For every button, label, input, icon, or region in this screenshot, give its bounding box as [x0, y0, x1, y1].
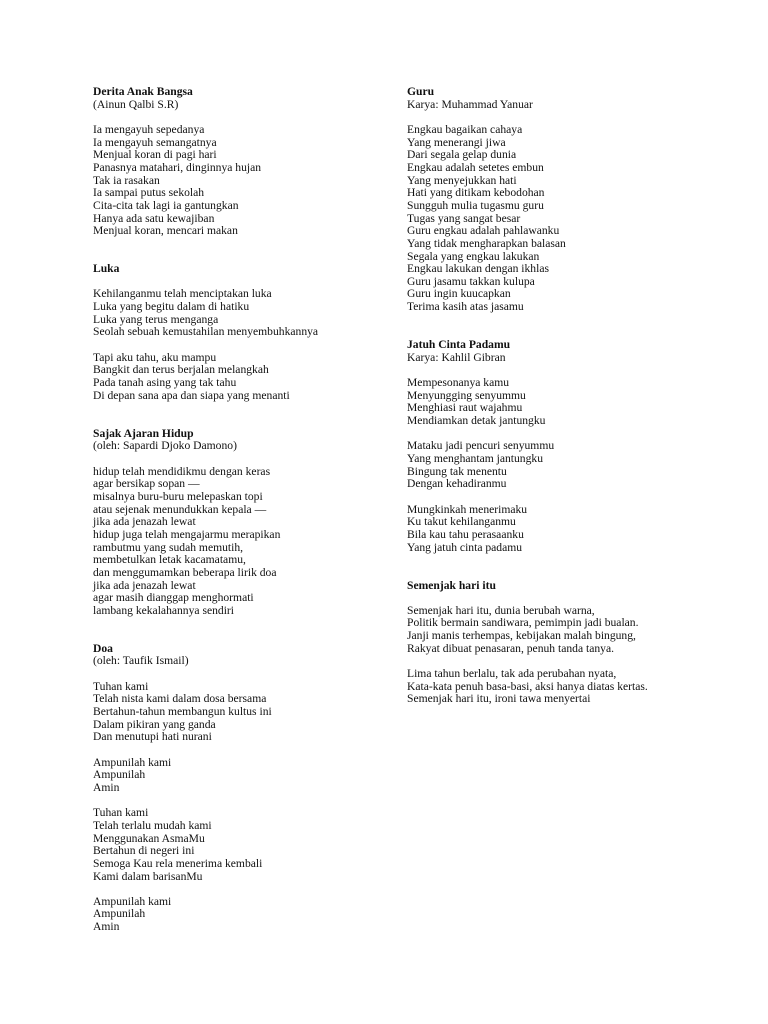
- poem-line: Terima kasih atas jasamu: [407, 300, 524, 314]
- poem-title: Semenjak hari itu: [407, 578, 496, 592]
- poem-line: Segala yang engkau lakukan: [407, 249, 540, 263]
- poem-line: Cita-cita tak lagi ia gantungkan: [93, 198, 239, 212]
- poem-line: Ampunilah: [93, 907, 146, 921]
- poem-line: hidup juga telah mengajarmu merapikan: [93, 527, 281, 541]
- stanza: [407, 124, 707, 314]
- poem-line: Tapi aku tahu, aku mampu: [93, 350, 217, 364]
- poem-line: Rakyat dibuat penasaran, penuh tanda tanya.: [407, 641, 615, 655]
- stanza: [93, 681, 383, 744]
- poem-line: Menjual koran, mencari makan: [93, 224, 238, 238]
- poem-line: Menghiasi raut wajahmu: [407, 401, 523, 415]
- poem-author: (oleh: Sapardi Djoko Damono): [93, 439, 237, 453]
- poem-line: Di depan sana apa dan siapa yang menanti: [93, 388, 290, 402]
- poem-line: Lima tahun berlalu, tak ada perubahan nyata,: [407, 667, 617, 681]
- stanza: [93, 124, 383, 238]
- stanza: [407, 668, 707, 706]
- poem-line: Yang menghantam jantungku: [407, 451, 543, 465]
- poem-line: Amin: [93, 920, 120, 934]
- poem-line: Guru jasamu takkan kulupa: [407, 274, 535, 288]
- poem-line: misalnya buru-buru melepaskan topi: [93, 489, 263, 503]
- stanza: [93, 807, 383, 883]
- stanza: [93, 288, 383, 339]
- poem-title: Guru: [407, 85, 435, 98]
- right-column: [407, 86, 707, 706]
- poem-line: Ia mengayuh sepedanya: [93, 122, 205, 136]
- poem-line: Semenjak hari itu, ironi tawa menyertai: [407, 692, 591, 706]
- poem-author: (oleh: Taufik Ismail): [93, 654, 189, 668]
- poem-line: Engkau bagaikan cahaya: [407, 122, 523, 136]
- poem-line: Menjual koran di pagi hari: [93, 148, 217, 162]
- poem-line: Bila kau tahu perasaanku: [407, 527, 524, 541]
- poem-line: Tuhan kami: [93, 679, 149, 693]
- stanza: [407, 504, 707, 555]
- poem-title: Doa: [93, 641, 113, 655]
- poem-line: Hati yang ditikam kebodohan: [407, 186, 545, 200]
- poem-line: Yang tidak mengharapkan balasan: [407, 236, 566, 250]
- poem-line: Yang menyejukkan hati: [407, 173, 517, 187]
- poem-line: Pada tanah asing yang tak tahu: [93, 376, 237, 390]
- stanza: [93, 466, 383, 618]
- poem-line: rambutmu yang sudah memutih,: [93, 540, 244, 554]
- poem-line: Luka yang terus menganga: [93, 312, 219, 326]
- poem-line: Panasnya matahari, dinginnya hujan: [93, 160, 262, 174]
- poem-line: Yang jatuh cinta padamu: [407, 540, 523, 554]
- poem-line: Dari segala gelap dunia: [407, 148, 517, 162]
- poem-semenjak-hari-itu: [407, 580, 707, 707]
- poem-line: Seolah sebuah kemustahilan menyembuhkannya: [93, 325, 319, 339]
- poem-line: Kami dalam barisanMu: [93, 869, 203, 883]
- poem-author: Karya: Kahlil Gibran: [407, 350, 506, 364]
- poem-line: Bangkit dan terus berjalan melangkah: [93, 363, 269, 377]
- poem-line: Mempesonanya kamu: [407, 376, 510, 390]
- poem-line: atau sejenak menundukkan kepala —: [93, 502, 267, 516]
- poem-author: (Ainun Qalbi S.R): [93, 97, 179, 111]
- poem-line: Guru engkau adalah pahlawanku: [407, 224, 560, 238]
- poem-line: Telah terlalu mudah kami: [93, 818, 212, 832]
- poem-line: Dengan kehadiranmu: [407, 477, 507, 491]
- poem-line: Luka yang begitu dalam di hatiku: [93, 300, 250, 314]
- poem-line: Amin: [93, 780, 120, 794]
- poem-line: Tugas yang sangat besar: [407, 211, 521, 225]
- poem-line: hidup telah mendidikmu dengan keras: [93, 464, 271, 478]
- poem-line: Kata-kata penuh basa-basi, aksi hanya diatas kertas.: [407, 679, 648, 693]
- poem-line: Tak ia rasakan: [93, 173, 160, 187]
- poem-line: Engkau adalah setetes embun: [407, 160, 544, 174]
- stanza: [93, 352, 383, 403]
- poem-line: Semenjak hari itu, dunia berubah warna,: [407, 603, 595, 617]
- poem-line: Menyungging senyummu: [407, 388, 526, 402]
- poem-line: lambang kekalahannya sendiri: [93, 603, 235, 617]
- poem-author: Karya: Muhammad Yanuar: [407, 97, 533, 111]
- poem-guru: [407, 86, 707, 339]
- poem-line: Engkau lakukan dengan ikhlas: [407, 262, 549, 276]
- stanza: [407, 377, 707, 428]
- poem-line: Semoga Kau rela menerima kembali: [93, 856, 263, 870]
- poem-line: jika ada jenazah lewat: [93, 578, 196, 592]
- poem-line: Bertahun di negeri ini: [93, 844, 195, 858]
- poem-line: Bertahun-tahun membangun kultus ini: [93, 705, 272, 719]
- poem-line: agar masih dianggap menghormati: [93, 591, 254, 605]
- poem-title: Derita Anak Bangsa: [93, 85, 193, 98]
- stanza: [93, 757, 383, 795]
- poem-line: dan menggumamkan beberapa lirik doa: [93, 565, 277, 579]
- poem-line: Tuhan kami: [93, 806, 149, 820]
- poem-luka: [93, 263, 383, 427]
- stanza: [93, 896, 383, 934]
- poem-title: Jatuh Cinta Padamu: [407, 338, 511, 352]
- poem-line: Ku takut kehilanganmu: [407, 515, 516, 529]
- poem-line: Mungkinkah menerimaku: [407, 502, 528, 516]
- poem-line: Menggunakan AsmaMu: [93, 831, 205, 845]
- stanza: [407, 440, 707, 491]
- poem-line: Guru ingin kuucapkan: [407, 287, 511, 301]
- poem-line: Ampunilah kami: [93, 894, 172, 908]
- poem-line: Ampunilah kami: [93, 755, 172, 769]
- poem-line: Yang menerangi jiwa: [407, 135, 506, 149]
- poem-line: Politik bermain sandiwara, pemimpin jadi bualan.: [407, 616, 639, 630]
- poem-line: Mendiamkan detak jantungku: [407, 414, 546, 428]
- poem-derita-anak-bangsa: [93, 86, 383, 263]
- stanza: [407, 605, 707, 656]
- poem-jatuh-cinta-padamu: [407, 339, 707, 579]
- poem-line: Hanya ada satu kewajiban: [93, 211, 215, 225]
- poem-sajak-ajaran-hidup: [93, 428, 383, 643]
- poem-line: membetulkan letak kacamatamu,: [93, 553, 246, 567]
- poem-line: Kehilanganmu telah menciptakan luka: [93, 287, 272, 301]
- poem-line: Ampunilah: [93, 768, 146, 782]
- poem-line: Dalam pikiran yang ganda: [93, 717, 216, 731]
- poem-line: Ia sampai putus sekolah: [93, 186, 205, 200]
- poem-line: agar bersikap sopan —: [93, 477, 200, 491]
- poem-title: Sajak Ajaran Hidup: [93, 426, 194, 440]
- poem-doa: [93, 643, 383, 934]
- poem-line: Sungguh mulia tugasmu guru: [407, 198, 544, 212]
- poem-title: Luka: [93, 262, 120, 276]
- poem-line: Janji manis terhempas, kebijakan malah bingung,: [407, 629, 636, 643]
- poem-line: Bingung tak menentu: [407, 464, 507, 478]
- left-column: [93, 86, 383, 934]
- poem-line: Ia mengayuh semangatnya: [93, 135, 217, 149]
- poem-line: jika ada jenazah lewat: [93, 515, 196, 529]
- poem-line: Telah nista kami dalam dosa bersama: [93, 692, 267, 706]
- poem-line: Mataku jadi pencuri senyummu: [407, 439, 555, 453]
- poem-line: Dan menutupi hati nurani: [93, 730, 212, 744]
